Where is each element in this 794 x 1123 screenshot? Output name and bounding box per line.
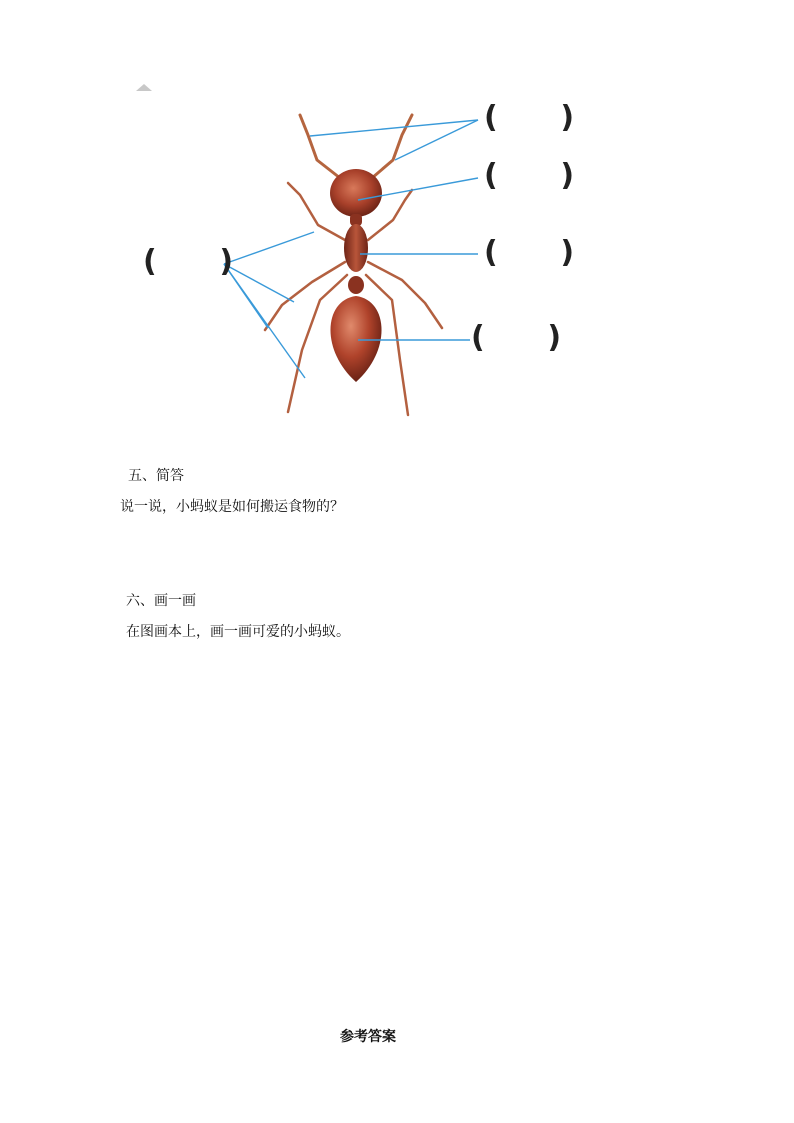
ant-thorax bbox=[344, 224, 368, 272]
ant-abdomen bbox=[330, 296, 381, 382]
label-bracket-thorax[interactable]: ( ) bbox=[484, 235, 575, 270]
section5-question: 说一说，小蚂蚁是如何搬运食物的？ bbox=[120, 499, 344, 515]
ant-head bbox=[330, 169, 382, 217]
label-bracket-abdomen[interactable]: ( ) bbox=[471, 320, 562, 355]
section6-heading: 六、画一画 bbox=[126, 593, 196, 609]
label-bracket-legs[interactable]: ( ) bbox=[143, 244, 234, 279]
section5-heading: 五、简答 bbox=[128, 468, 184, 484]
antennae bbox=[300, 115, 412, 178]
label-bracket-head[interactable]: ( ) bbox=[484, 158, 575, 193]
ant-diagram bbox=[0, 0, 794, 440]
ant-petiole bbox=[348, 276, 364, 294]
answer-title: 参考答案 bbox=[340, 1029, 396, 1045]
label-bracket-antenna[interactable]: ( ) bbox=[484, 100, 575, 135]
section6-instruction: 在图画本上，画一画可爱的小蚂蚁。 bbox=[126, 624, 350, 640]
